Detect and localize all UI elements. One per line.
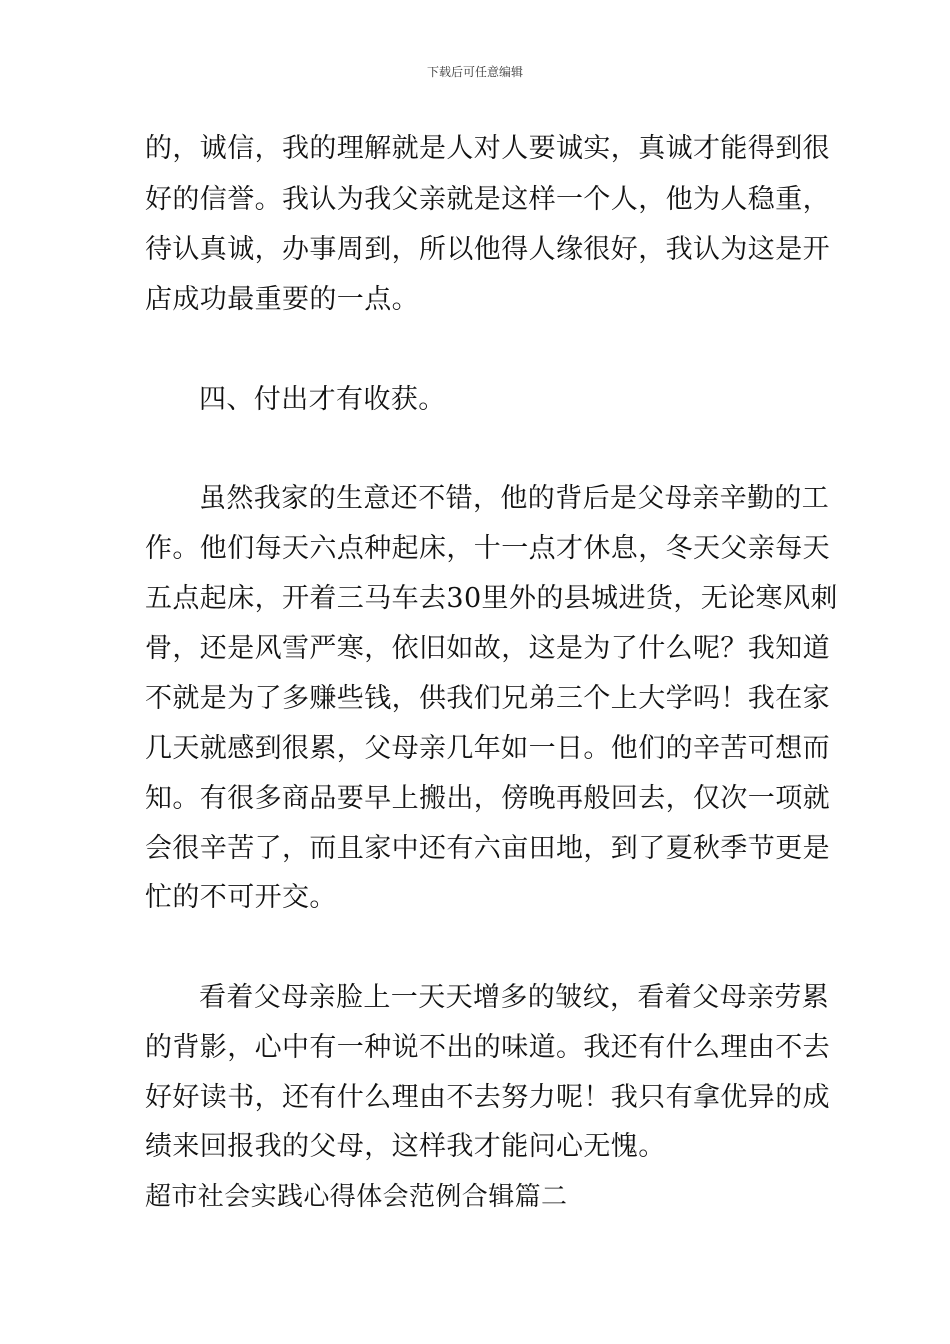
paragraph-2-line-1: 虽然我家的生意还不错，他的背后是父母亲辛勤的工	[199, 483, 830, 514]
paragraph-3-line-3: 好好读书，还有什么理由不去努力呢！我只有拿优异的成	[145, 1082, 830, 1113]
paragraph-3-line-1: 看着父母亲脸上一天天增多的皱纹，看着父母亲劳累	[199, 982, 830, 1013]
paragraph-2-line-3: 五点起床，开着三马车去30里外的县城进货，无论寒风刺	[145, 583, 838, 614]
paragraph-1-line-3: 待认真诚，办事周到，所以他得人缘很好，我认为这是开	[145, 234, 830, 265]
paragraph-3-line-4: 绩来回报我的父母，这样我才能问心无愧。	[145, 1131, 666, 1162]
paragraph-2-line-4: 骨，还是风雪严寒，依旧如故，这是为了什么呢？我知道	[145, 633, 830, 664]
paragraph-2-line-8: 会很辛苦了，而且家中还有六亩田地，到了夏秋季节更是	[145, 833, 830, 864]
paragraph-1-line-2: 好的信誉。我认为我父亲就是这样一个人，他为人稳重，	[145, 184, 830, 215]
paragraph-3-line-2: 的背影，心中有一种说不出的味道。我还有什么理由不去	[145, 1032, 830, 1063]
section-title: 超市社会实践心得体会范例合辑篇二	[145, 1182, 568, 1212]
section-heading-four: 四、付出才有收获。	[199, 384, 446, 415]
paragraph-1-line-4: 店成功最重要的一点。	[145, 284, 419, 315]
paragraph-2-line-5: 不就是为了多赚些钱，供我们兄弟三个上大学吗！我在家	[145, 683, 830, 714]
paragraph-2-line-2: 作。他们每天六点种起床，十一点才休息，冬天父亲每天	[145, 533, 830, 564]
paragraph-1-line-1: 的，诚信，我的理解就是人对人要诚实，真诚才能得到很	[145, 133, 830, 164]
paragraph-2-line-6: 几天就感到很累，父母亲几年如一日。他们的辛苦可想而	[145, 733, 830, 764]
paragraph-2-line-9: 忙的不可开交。	[145, 882, 337, 913]
paragraph-2-line-7: 知。有很多商品要早上搬出，傍晚再般回去，仅次一项就	[145, 783, 830, 814]
page-header-note: 下载后可任意编辑	[426, 65, 523, 79]
